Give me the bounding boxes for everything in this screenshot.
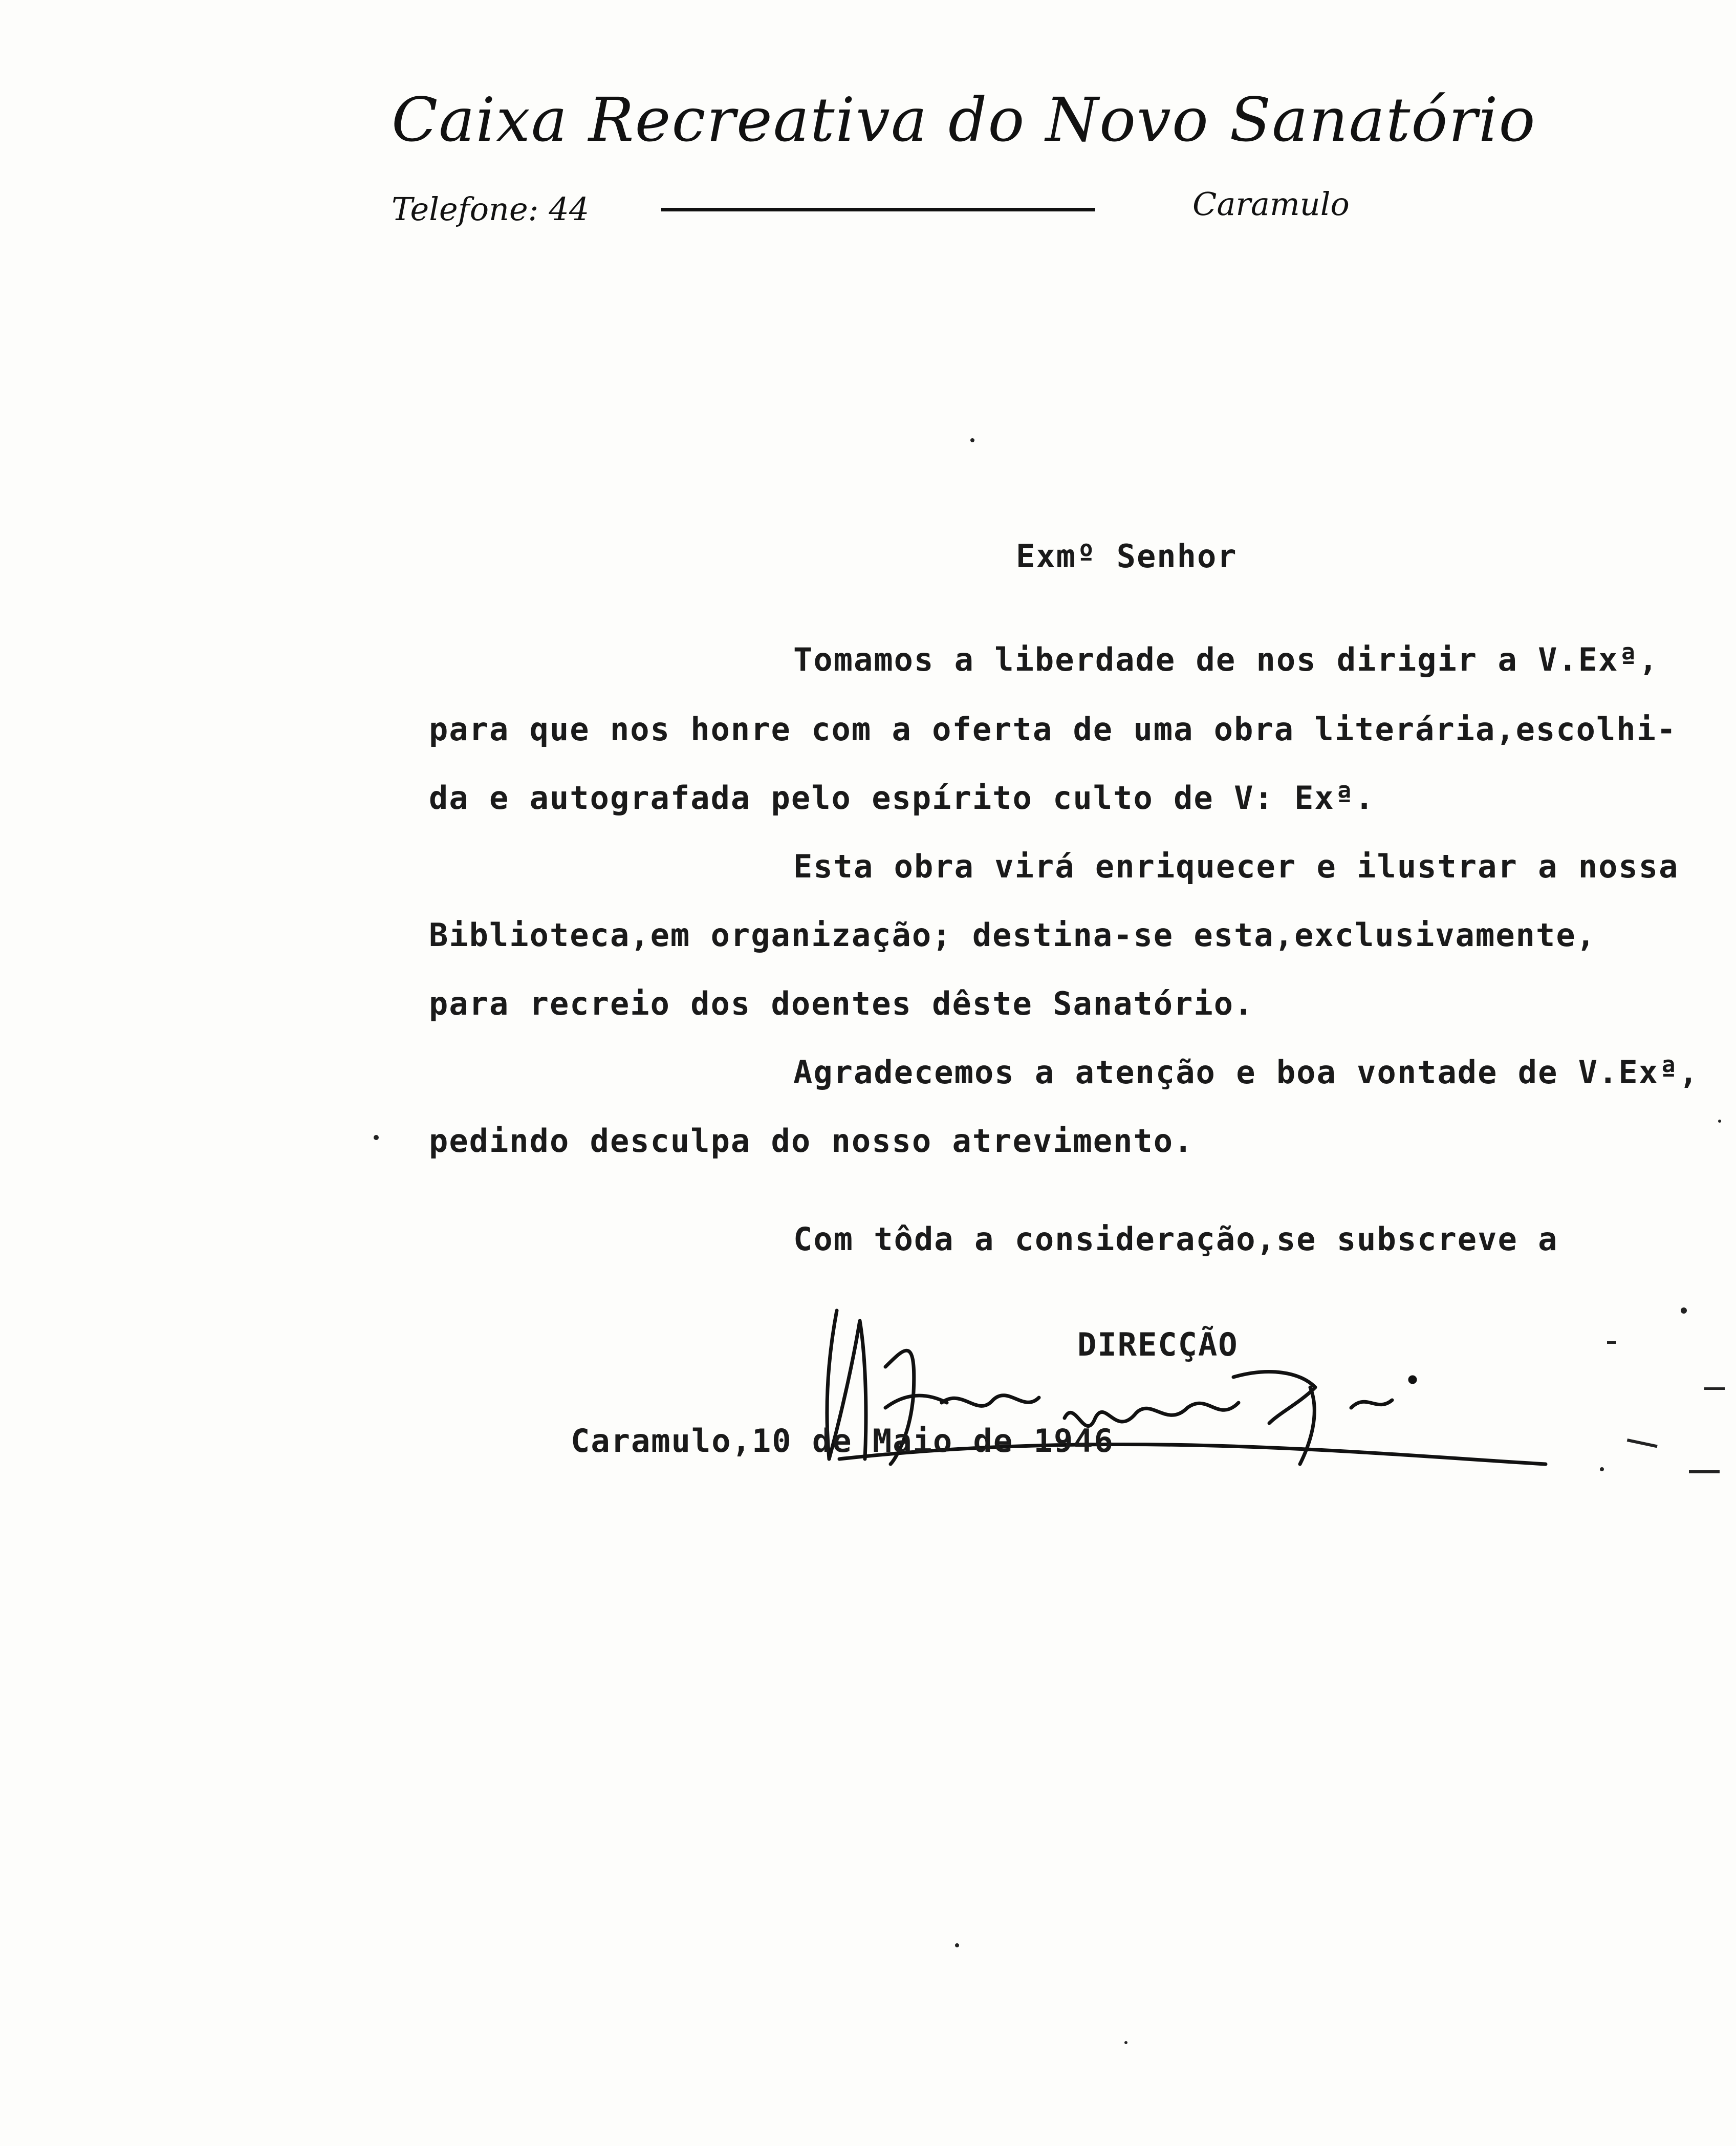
body-line: Agradecemos a atenção e boa vontade de V.Exª, [793,1054,1699,1091]
body-line: da e autografada pelo espírito culto de V: Exª. [429,779,1375,817]
letterhead-town: Caramulo [1192,185,1350,223]
body-line: para que nos honre com a oferta de uma obra literária,escolhi- [429,711,1677,748]
body-line: pedindo desculpa do nosso atrevimento. [429,1122,1194,1160]
letterhead-organization: Caixa Recreativa do Novo Sanatório [392,84,1536,155]
body-line: Tomamos a liberdade de nos dirigir a V.Exª, [793,641,1659,678]
signatory: DIRECÇÃO [1077,1326,1239,1363]
body-line: Biblioteca,em organização; destina-se esta,exclusivamente, [429,916,1596,954]
salutation: Exmº Senhor [1016,538,1238,575]
closing-line: Com tôda a consideração,se subscreve a [793,1220,1558,1258]
body-line: para recreio dos doentes dêste Sanatório. [429,985,1254,1022]
letterhead-phone: Telefone: 44 [392,190,590,228]
letter-date: Caramulo,10 de Maio de 1946 [571,1422,1114,1460]
body-line: Esta obra virá enriquecer e ilustrar a nossa [793,848,1679,885]
letterhead-divider [661,208,1095,211]
